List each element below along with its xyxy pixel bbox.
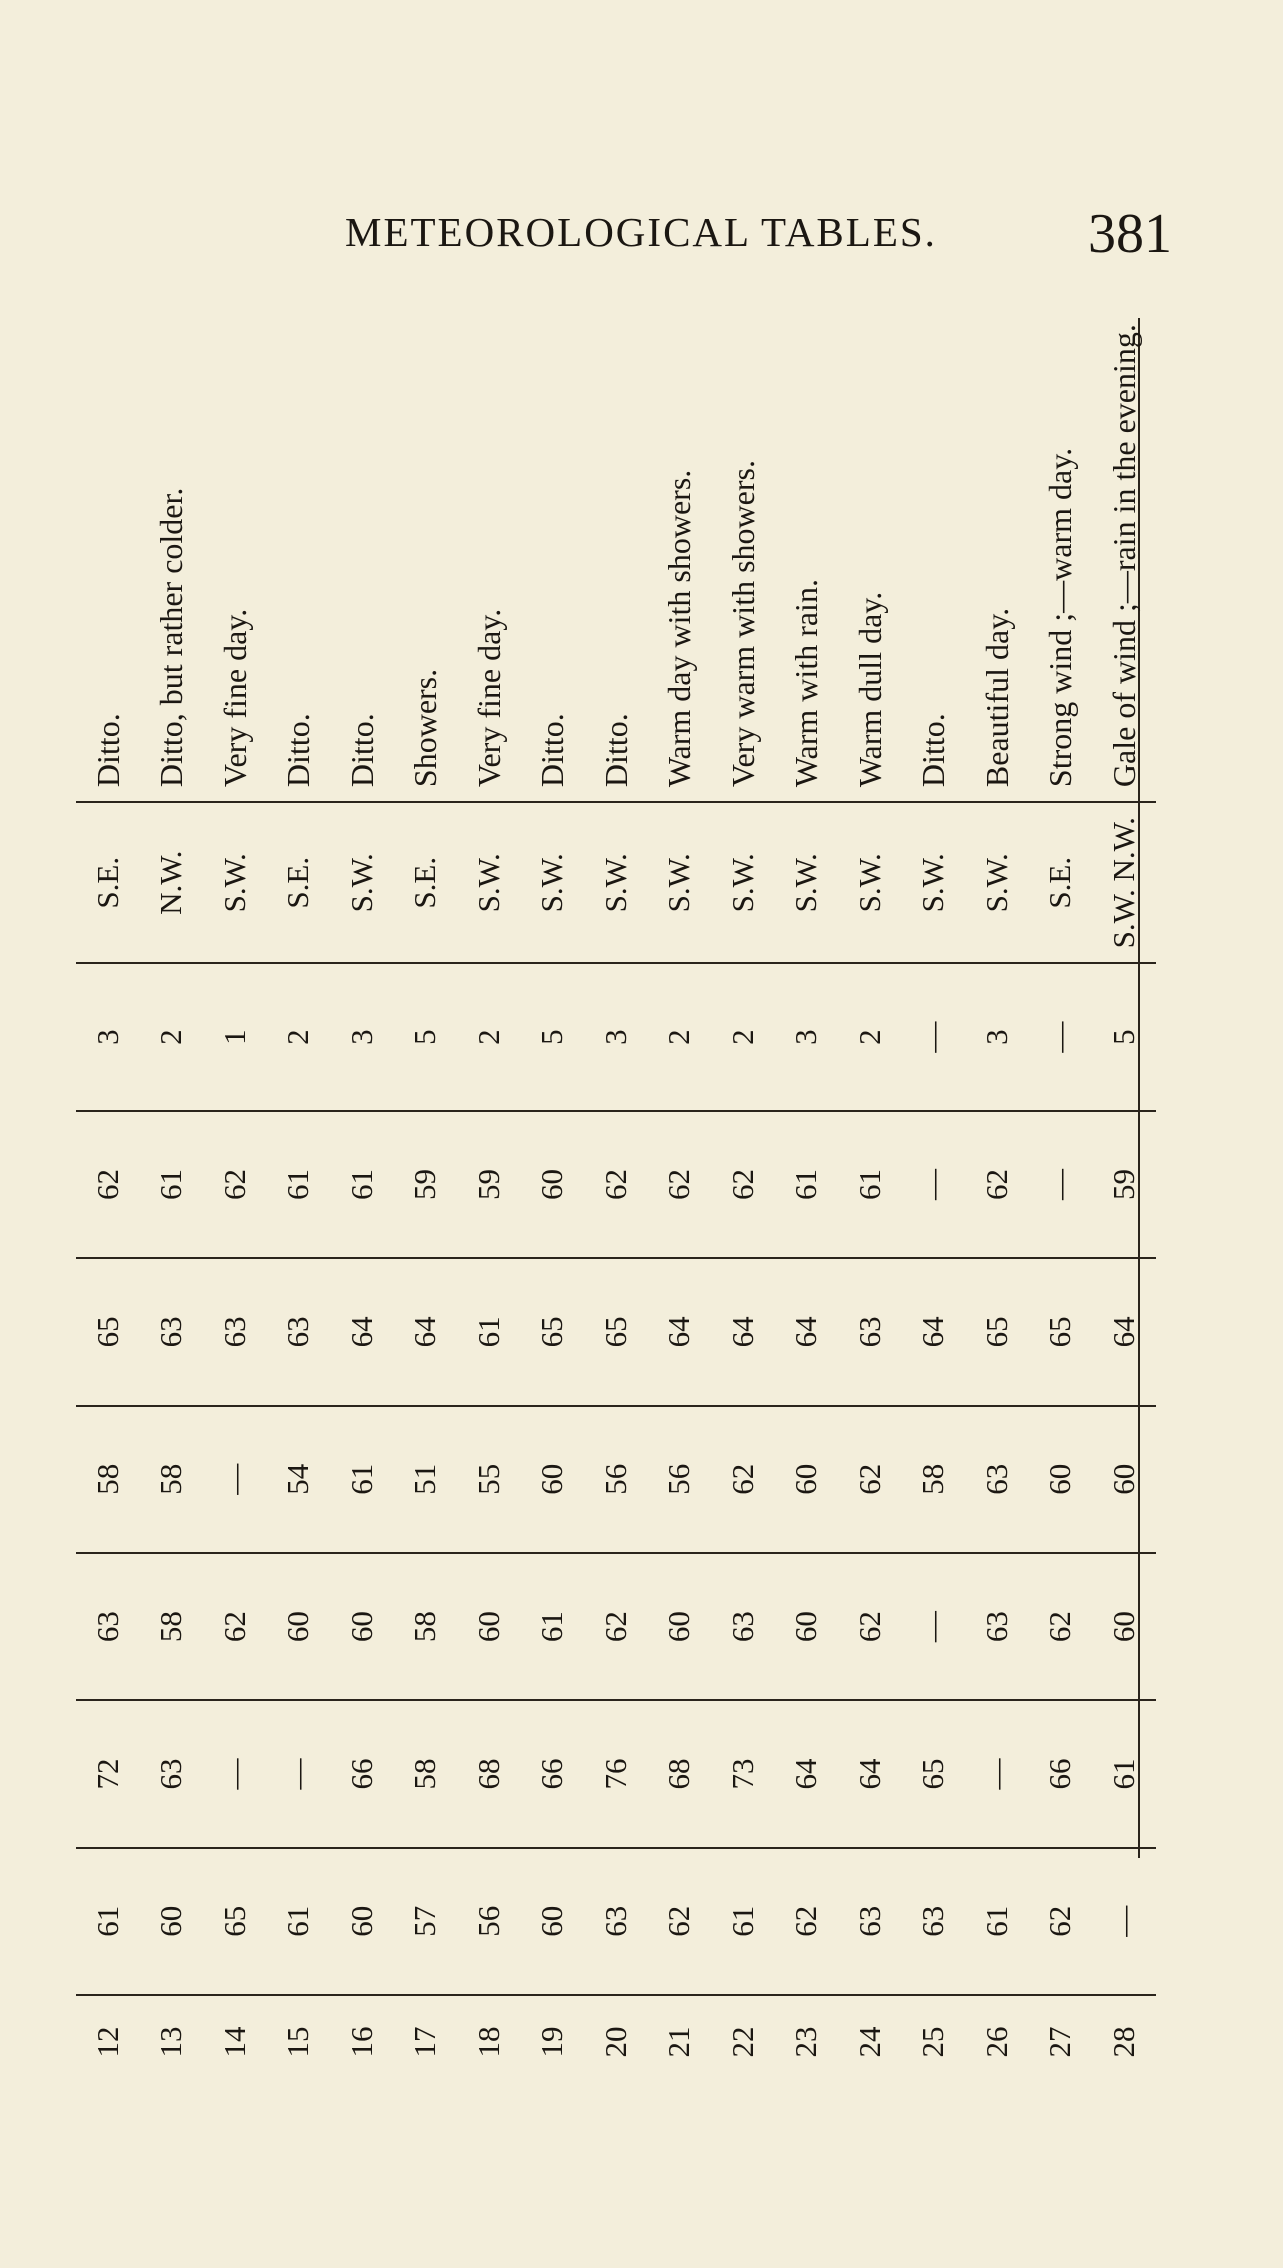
cell-c1: 61	[76, 1848, 140, 1995]
cell-c3: 58	[394, 1553, 458, 1700]
cell-c2: 76	[584, 1700, 648, 1847]
cell-c6: 62	[584, 1111, 648, 1258]
cell-day: 25	[915, 2026, 951, 2058]
cell-c1: 61	[965, 1848, 1029, 1995]
cell-day: 24	[851, 2026, 887, 2058]
cell-remark: Gale of wind ;—rain in the evening.	[1092, 318, 1156, 802]
cell-c7: 3	[330, 963, 394, 1110]
cell-remark: Strong wind ;—warm day.	[1029, 318, 1093, 802]
cell-c5: 65	[965, 1258, 1029, 1405]
cell-c6: 60	[521, 1111, 585, 1258]
table-row	[267, 318, 331, 2088]
cell-c4: 51	[394, 1406, 458, 1553]
cell-c7: 3	[965, 963, 1029, 1110]
cell-c2: 72	[76, 1700, 140, 1847]
cell-wind: S.E.	[76, 802, 140, 963]
cell-c5: 64	[1092, 1258, 1156, 1405]
cell-c4: 60	[775, 1406, 839, 1553]
cell-day: 17	[407, 2026, 443, 2058]
cell-remark: Warm dull day.	[838, 318, 902, 802]
cell-c5: 64	[648, 1258, 712, 1405]
table-row	[584, 318, 648, 2088]
cell-c3: 63	[965, 1553, 1029, 1700]
cell-c5: 64	[902, 1258, 966, 1405]
table-row	[330, 318, 394, 2088]
cell-day: 26	[978, 2026, 1014, 2058]
cell-c6: 62	[203, 1111, 267, 1258]
cell-remark: Ditto.	[330, 318, 394, 802]
cell-c6: 61	[140, 1111, 204, 1258]
cell-c6: 61	[775, 1111, 839, 1258]
cell-c5: 65	[584, 1258, 648, 1405]
cell-remark: Warm with rain.	[775, 318, 839, 802]
cell-wind: S.W.	[584, 802, 648, 963]
cell-c3: 60	[775, 1553, 839, 1700]
cell-c4: —	[203, 1406, 267, 1553]
cell-c1: 60	[521, 1848, 585, 1995]
table-row	[711, 318, 775, 2088]
rotated-table	[76, 318, 1156, 2088]
cell-day: 22	[724, 2026, 760, 2058]
table-row	[648, 318, 712, 2088]
cell-c4: 56	[648, 1406, 712, 1553]
table-row	[76, 318, 140, 2088]
cell-c4: 60	[521, 1406, 585, 1553]
cell-c4: 58	[140, 1406, 204, 1553]
cell-remark: Beautiful day.	[965, 318, 1029, 802]
cell-c6: 59	[457, 1111, 521, 1258]
cell-c7: 2	[140, 963, 204, 1110]
cell-c5: 65	[521, 1258, 585, 1405]
table-row	[775, 318, 839, 2088]
cell-c2: 73	[711, 1700, 775, 1847]
cell-c5: 63	[203, 1258, 267, 1405]
cell-c5: 64	[775, 1258, 839, 1405]
cell-c6: 59	[394, 1111, 458, 1258]
cell-wind: S.W.	[521, 802, 585, 963]
cell-wind: S.W.	[902, 802, 966, 963]
cell-c4: 60	[1029, 1406, 1093, 1553]
cell-wind: S.W.	[203, 802, 267, 963]
cell-day: 19	[534, 2026, 570, 2058]
cell-wind: S.E.	[1029, 802, 1093, 963]
cell-c3: 63	[711, 1553, 775, 1700]
cell-c2: 68	[457, 1700, 521, 1847]
cell-c7: —	[1029, 963, 1093, 1110]
cell-c6: 62	[965, 1111, 1029, 1258]
table-row	[140, 318, 204, 2088]
cell-day: 12	[89, 2026, 125, 2058]
cell-wind: S.W.	[775, 802, 839, 963]
cell-c6: 62	[76, 1111, 140, 1258]
table-row	[838, 318, 902, 2088]
table-row	[457, 318, 521, 2088]
table-row	[1029, 318, 1093, 2088]
cell-c1: 62	[1029, 1848, 1093, 1995]
cell-c2: 58	[394, 1700, 458, 1847]
cell-c4: 62	[711, 1406, 775, 1553]
cell-c3: —	[902, 1553, 966, 1700]
cell-c6: —	[1029, 1111, 1093, 1258]
cell-c6: 62	[648, 1111, 712, 1258]
cell-remark: Ditto, but rather colder.	[140, 318, 204, 802]
page-header	[0, 203, 1283, 278]
cell-remark: Ditto.	[267, 318, 331, 802]
cell-c1: 63	[838, 1848, 902, 1995]
cell-remark: Ditto.	[902, 318, 966, 802]
cell-wind: S.W. N.W.	[1092, 802, 1156, 963]
cell-c7: 1	[203, 963, 267, 1110]
table-row	[203, 318, 267, 2088]
cell-day: 23	[788, 2026, 824, 2058]
cell-c4: 58	[902, 1406, 966, 1553]
cell-c1: 60	[140, 1848, 204, 1995]
cell-c5: 64	[330, 1258, 394, 1405]
cell-day: 14	[216, 2026, 252, 2058]
cell-day: 27	[1042, 2026, 1078, 2058]
cell-c2: —	[267, 1700, 331, 1847]
cell-c2: 66	[521, 1700, 585, 1847]
cell-c2: 61	[1092, 1700, 1156, 1847]
cell-wind: N.W.	[140, 802, 204, 963]
cell-c3: 61	[521, 1553, 585, 1700]
cell-c5: 63	[267, 1258, 331, 1405]
cell-wind: S.W.	[965, 802, 1029, 963]
meteorological-table	[76, 318, 1156, 2088]
cell-remark: Ditto.	[76, 318, 140, 802]
cell-c7: 5	[1092, 963, 1156, 1110]
cell-c1: —	[1092, 1848, 1156, 1995]
cell-c1: 63	[584, 1848, 648, 1995]
cell-c7: 2	[838, 963, 902, 1110]
table-row	[902, 318, 966, 2088]
cell-c1: 62	[775, 1848, 839, 1995]
cell-wind: S.W.	[330, 802, 394, 963]
table-row	[521, 318, 585, 2088]
cell-wind: S.W.	[711, 802, 775, 963]
cell-c2: 63	[140, 1700, 204, 1847]
cell-day: 13	[153, 2026, 189, 2058]
cell-c1: 63	[902, 1848, 966, 1995]
cell-c7: 2	[267, 963, 331, 1110]
cell-c6: 59	[1092, 1111, 1156, 1258]
cell-c1: 61	[267, 1848, 331, 1995]
cell-remark: Warm day with showers.	[648, 318, 712, 802]
cell-c3: 62	[584, 1553, 648, 1700]
cell-c3: 60	[330, 1553, 394, 1700]
cell-c3: 62	[203, 1553, 267, 1700]
cell-c3: 62	[1029, 1553, 1093, 1700]
cell-day: 16	[343, 2026, 379, 2058]
table-row	[394, 318, 458, 2088]
cell-c7: 2	[457, 963, 521, 1110]
cell-c2: —	[965, 1700, 1029, 1847]
cell-c7: 3	[775, 963, 839, 1110]
cell-remark: Very warm with showers.	[711, 318, 775, 802]
cell-c7: 3	[584, 963, 648, 1110]
cell-wind: S.W.	[457, 802, 521, 963]
cell-c3: 60	[1092, 1553, 1156, 1700]
cell-c1: 60	[330, 1848, 394, 1995]
cell-c2: —	[203, 1700, 267, 1847]
cell-c1: 57	[394, 1848, 458, 1995]
cell-day: 21	[661, 2026, 697, 2058]
cell-c2: 64	[775, 1700, 839, 1847]
cell-c5: 65	[1029, 1258, 1093, 1405]
cell-remark: Showers.	[394, 318, 458, 802]
table-row	[1092, 318, 1156, 2088]
cell-day: 15	[280, 2026, 316, 2058]
cell-c7: 5	[394, 963, 458, 1110]
cell-c5: 63	[838, 1258, 902, 1405]
cell-c5: 64	[711, 1258, 775, 1405]
cell-remark: Very fine day.	[457, 318, 521, 802]
cell-c2: 64	[838, 1700, 902, 1847]
cell-c4: 61	[330, 1406, 394, 1553]
cell-c1: 62	[648, 1848, 712, 1995]
cell-day: 28	[1106, 2026, 1142, 2058]
cell-c1: 56	[457, 1848, 521, 1995]
cell-c5: 61	[457, 1258, 521, 1405]
cell-c3: 58	[140, 1553, 204, 1700]
cell-c4: 58	[76, 1406, 140, 1553]
page-number: 381	[1088, 203, 1172, 265]
cell-c7: 2	[711, 963, 775, 1110]
cell-c7: 2	[648, 963, 712, 1110]
meteorological-table-frame	[76, 318, 1156, 2088]
cell-c5: 63	[140, 1258, 204, 1405]
cell-c3: 62	[838, 1553, 902, 1700]
cell-c4: 63	[965, 1406, 1029, 1553]
cell-c1: 65	[203, 1848, 267, 1995]
cell-c4: 62	[838, 1406, 902, 1553]
cell-c2: 66	[330, 1700, 394, 1847]
cell-c7: 5	[521, 963, 585, 1110]
cell-remark: Ditto.	[584, 318, 648, 802]
cell-c6: 62	[711, 1111, 775, 1258]
cell-day: 20	[597, 2026, 633, 2058]
cell-wind: S.E.	[394, 802, 458, 963]
page-title: METEOROLOGICAL TABLES.	[345, 209, 937, 255]
cell-remark: Very fine day.	[203, 318, 267, 802]
cell-c3: 60	[267, 1553, 331, 1700]
table-row	[965, 318, 1029, 2088]
cell-c7: —	[902, 963, 966, 1110]
table-body	[76, 318, 1156, 2088]
cell-c3: 63	[76, 1553, 140, 1700]
cell-c2: 65	[902, 1700, 966, 1847]
cell-day: 18	[470, 2026, 506, 2058]
cell-c6: 61	[330, 1111, 394, 1258]
cell-c4: 56	[584, 1406, 648, 1553]
cell-c3: 60	[457, 1553, 521, 1700]
cell-c6: 61	[838, 1111, 902, 1258]
cell-c4: 54	[267, 1406, 331, 1553]
cell-c5: 65	[76, 1258, 140, 1405]
cell-c1: 61	[711, 1848, 775, 1995]
cell-c2: 66	[1029, 1700, 1093, 1847]
cell-c6: —	[902, 1111, 966, 1258]
cell-wind: S.W.	[648, 802, 712, 963]
cell-c5: 64	[394, 1258, 458, 1405]
cell-c7: 3	[76, 963, 140, 1110]
cell-c2: 68	[648, 1700, 712, 1847]
cell-c3: 60	[648, 1553, 712, 1700]
cell-c4: 60	[1092, 1406, 1156, 1553]
cell-c6: 61	[267, 1111, 331, 1258]
cell-wind: S.W.	[838, 802, 902, 963]
cell-wind: S.E.	[267, 802, 331, 963]
cell-remark: Ditto.	[521, 318, 585, 802]
cell-c4: 55	[457, 1406, 521, 1553]
